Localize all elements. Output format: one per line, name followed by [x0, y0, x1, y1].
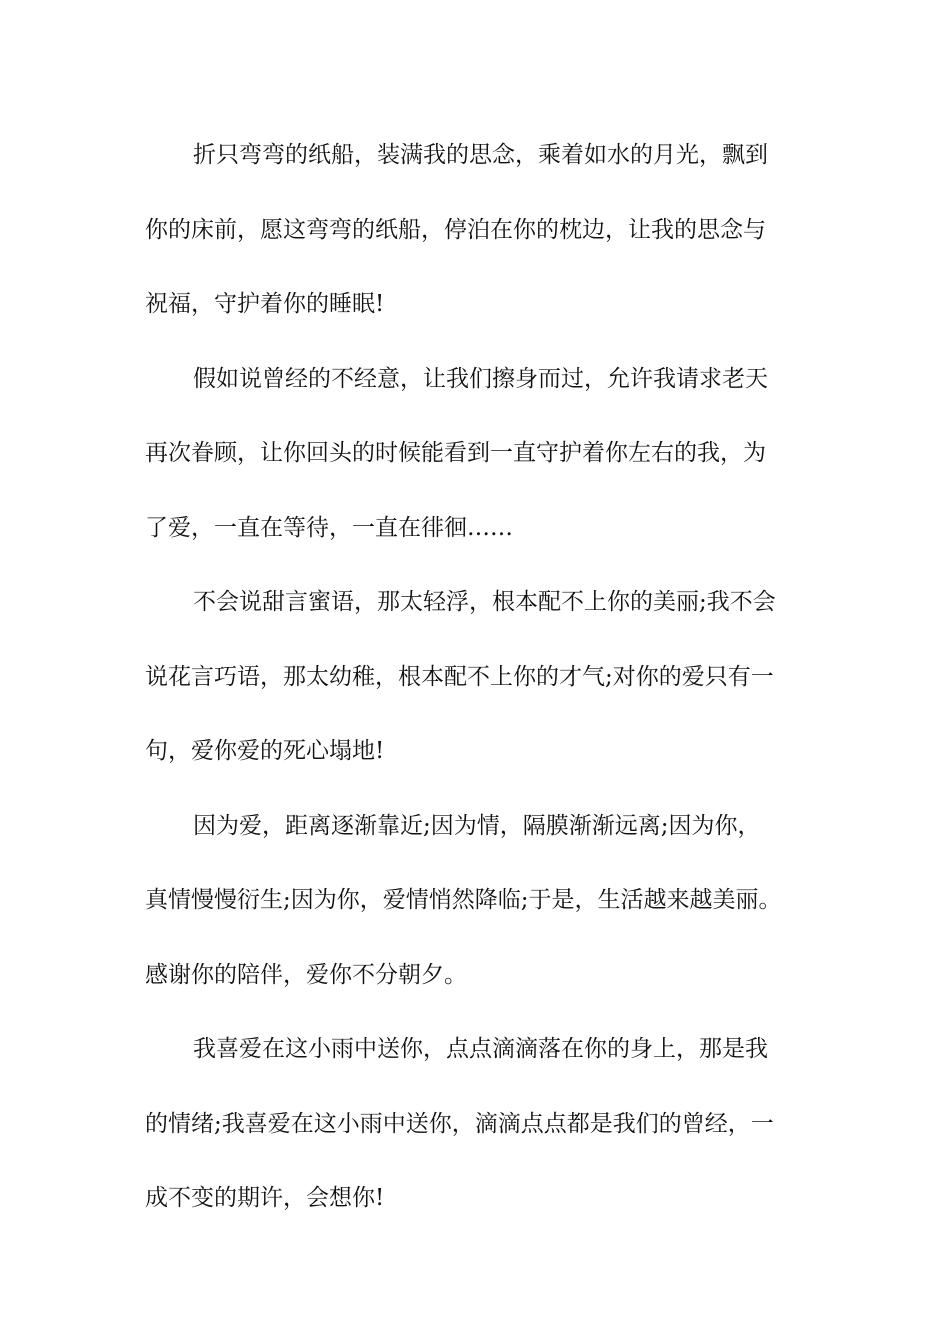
paragraph-line: 不会说甜言蜜语，那太轻浮，根本配不上你的美丽;我不会	[193, 589, 776, 615]
paragraph-1	[145, 118, 835, 342]
paragraph-line: 我喜爱在这小雨中送你，点点滴滴落在你的身上，那是我	[193, 1036, 768, 1062]
paragraph-4	[145, 789, 835, 1013]
paragraph-line: 再次眷顾，让你回头的时候能看到一直守护着你左右的我，为	[145, 440, 766, 466]
paragraph-line: 了爱，一直在等待，一直在徘徊……	[145, 514, 513, 541]
paragraph-line: 折只弯弯的纸船，装满我的思念，乘着如水的月光，飘到	[193, 142, 768, 168]
paragraph-5	[145, 1012, 835, 1236]
paragraph-line: 假如说曾经的不经意，让我们擦身而过，允许我请求老天	[193, 365, 768, 392]
paragraph-line: 你的床前，愿这弯弯的纸船，停泊在你的枕边，让我的思念与	[145, 216, 766, 243]
paragraph-line: 真情慢慢衍生;因为你，爱情悄然降临;于是，生活越来越美丽。	[145, 887, 782, 913]
paragraph-line: 的情绪;我喜爱在这小雨中送你，滴滴点点都是我们的曾经，一	[145, 1110, 774, 1137]
document-body	[145, 118, 835, 1236]
paragraph-line: 祝福，守护着你的睡眠!	[145, 291, 385, 317]
paragraph-line: 句，爱你爱的死心塌地!	[145, 738, 385, 764]
paragraph-2	[145, 342, 835, 566]
paragraph-line: 感谢你的陪伴，爱你不分朝夕。	[145, 961, 467, 988]
paragraph-line: 因为爱，距离逐渐靠近;因为情，隔膜渐渐远离;因为你，	[193, 812, 761, 839]
paragraph-line: 说花言巧语，那太幼稚，根本配不上你的才气;对你的爱只有一	[145, 663, 774, 690]
paragraph-line: 成不变的期许，会想你!	[145, 1185, 385, 1211]
paragraph-3	[145, 565, 835, 789]
